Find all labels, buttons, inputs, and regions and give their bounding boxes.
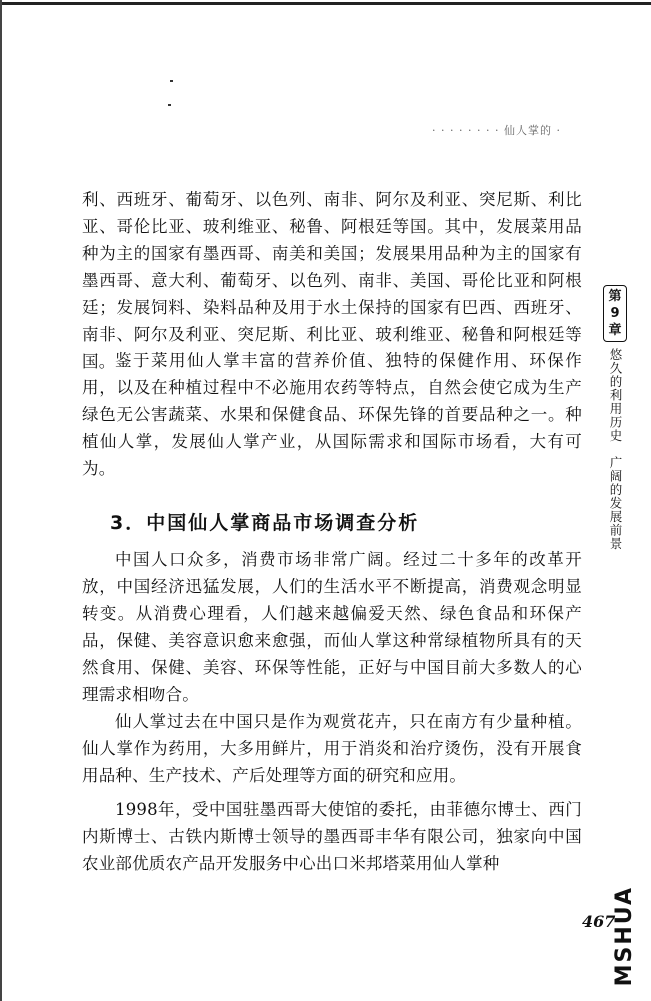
- running-head-faint: · · · · · · · · 仙人掌的 ·: [432, 124, 561, 137]
- left-border-rule: [0, 0, 2, 1001]
- chapter-badge: [603, 285, 627, 342]
- watermark: MSHUA: [612, 886, 637, 987]
- paragraph: [82, 347, 582, 482]
- chapter-badge-number: 9: [610, 306, 620, 321]
- paragraph-text: 1998年，受中国驻墨西哥大使馆的委托，由菲德尔博士、西门内斯博士、古铁内斯博士领导的墨西哥丰华有限公司，独家向中国农业部优质农产品开发服务中心出口米邦塔菜用仙人掌种: [82, 800, 582, 873]
- top-border-rule: [0, 2, 651, 5]
- scan-speck: [170, 80, 173, 82]
- section-heading: 3．中国仙人掌商品市场调查分析: [110, 512, 420, 534]
- paragraph: [82, 796, 582, 877]
- scan-speck: [168, 104, 171, 106]
- paragraph: [82, 546, 582, 708]
- chapter-badge-bottom: 章: [608, 323, 622, 338]
- chapter-badge-top: 第: [608, 289, 622, 304]
- paragraph-text: 利、西班牙、葡萄牙、以色列、南非、阿尔及利亚、突尼斯、利比亚、哥伦比亚、玻利维亚、秘鲁、阿根廷等国。其中，发展菜用品种为主的国家有墨西哥、南美和美国；发展果用品种为主的国家有墨西哥、意大利、葡萄牙、以色列、南非、美国、哥伦比亚和阿根廷；发展饲料、染料品种及用于水土保持的国家有巴西、西班牙、南非、阿尔及利亚、突尼斯、利比亚、玻利维亚、秘鲁和阿根廷等国。: [82, 190, 582, 371]
- paragraph-text: 仙人掌过去在中国只是作为观赏花卉，只在南方有少量种植。仙人掌作为药用，大多用鲜片，用于消炎和治疗烫伤，没有开展食用品种、生产技术、产后处理等方面的研究和应用。: [82, 712, 582, 785]
- paragraph-text: 鉴于菜用仙人掌丰富的营养价值、独特的保健作用、环保作用，以及在种植过程中不必施用农药等特点，自然会使它成为生产绿色无公害蔬菜、水果和保健食品、环保先锋的首要品种之一。种植仙人掌，发展仙人掌产业，从国际需求和国际市场看，大有可为。: [82, 351, 582, 478]
- paragraph: [82, 708, 582, 789]
- paragraph-text: 中国人口众多，消费市场非常广阔。经过二十多年的改革开放，中国经济迅猛发展，人们的生活水平不断提高，消费观念明显转变。从消费心理看，人们越来越偏爱天然、绿色食品和环保产品，保健、美容意识愈来愈强，而仙人掌这种常绿植物所具有的天然食用、保健、美容、环保等性能，正好与中国目前大多数人的心理需求相吻合。: [82, 550, 582, 704]
- chapter-title-vertical: 悠久的利用历史 广阔的发展前景: [608, 348, 623, 551]
- page-number: 467: [582, 912, 616, 931]
